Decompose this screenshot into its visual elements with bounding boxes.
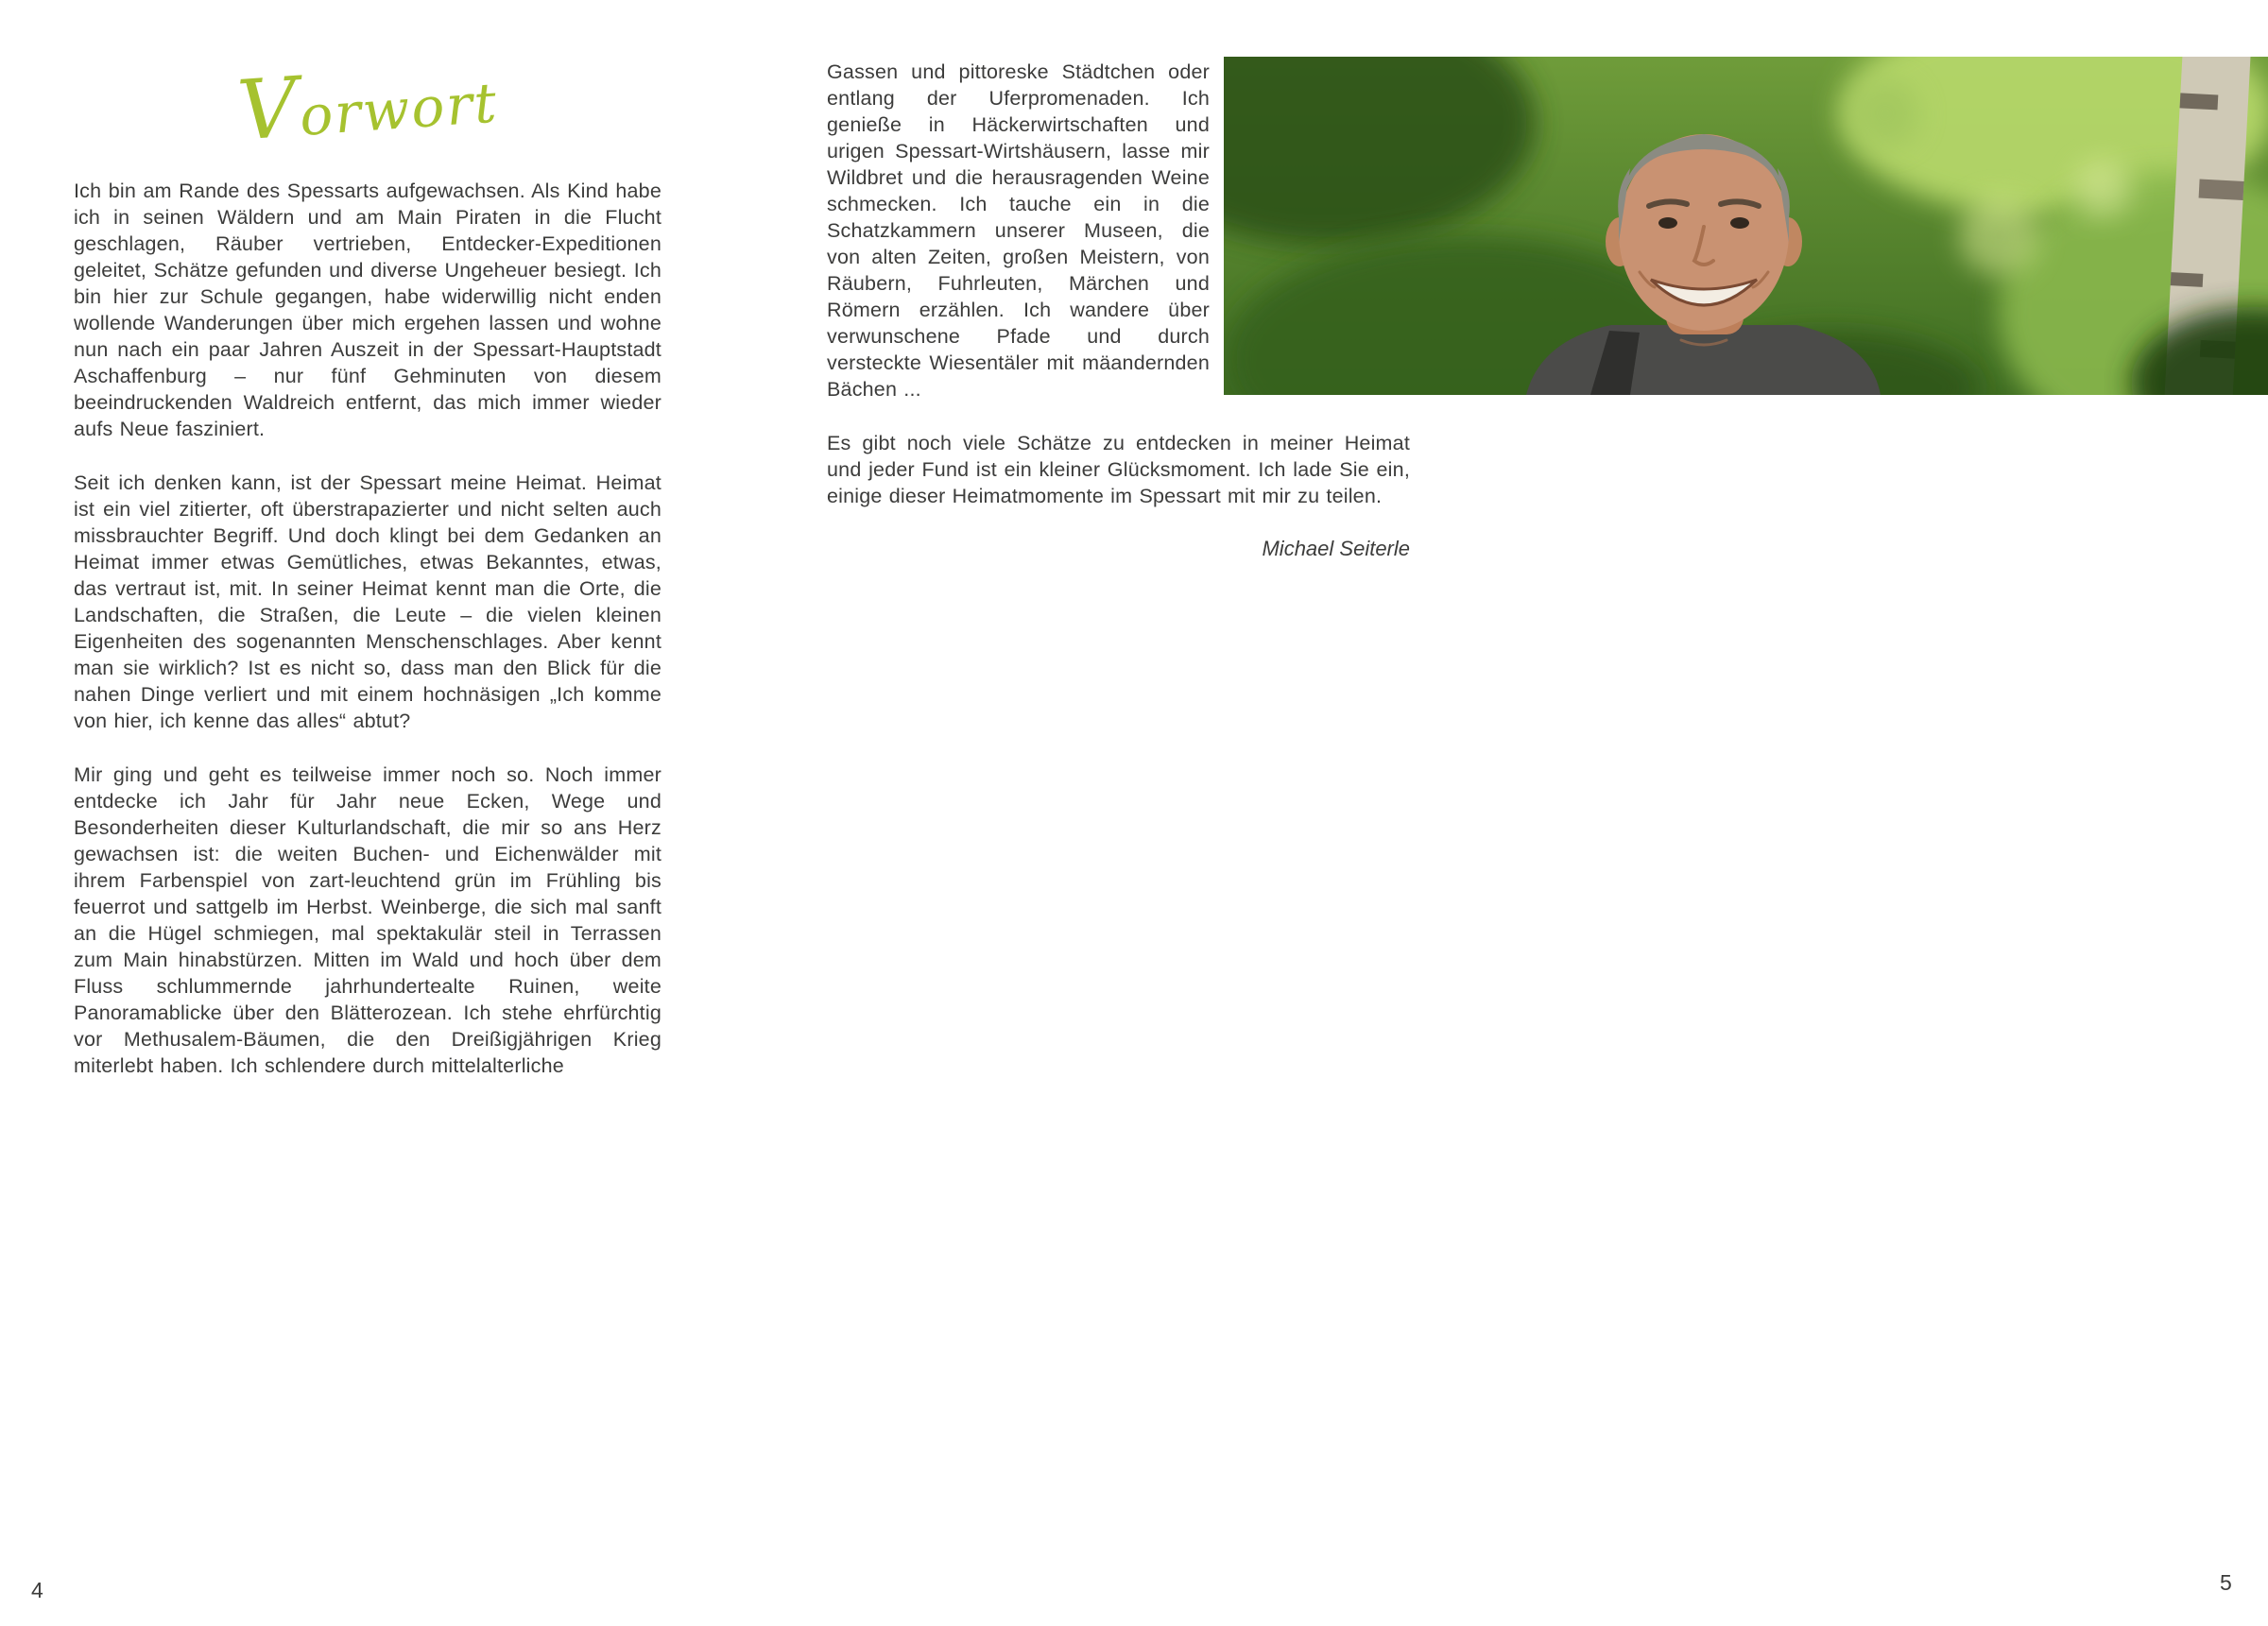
chapter-heading: Vorwort xyxy=(234,59,501,160)
right-text-column xyxy=(827,59,1410,561)
photo-text-wrap-spacer xyxy=(1210,59,1410,406)
page-number-right: 5 xyxy=(2220,1570,2232,1595)
page-number-left: 4 xyxy=(31,1578,43,1602)
left-text-column xyxy=(74,55,662,1079)
body-paragraph: Ich bin am Rande des Spessarts aufgewachsen. Als Kind habe ich in seinen Wäldern und am Main Piraten in die Flucht geschlagen, Räuber vertrieben, Entdecker-Expeditionen geleitet, Schätze gefunden und diverse Ungeheuer besiegt. Ich bin hier zur Schule gegangen, habe widerwillig nicht enden wollende Wanderungen über mich ergehen lassen und wohne nun nach ein paar Jahren Auszeit in der Spessart-Hauptstadt Aschaffenburg – nur fünf Gehminuten von diesem beeindruckenden Waldreich entfernt, das mich immer wieder aufs Neue fasziniert. xyxy=(74,180,662,440)
body-paragraph: Gassen und pittoreske Städtchen oder entlang der Uferpromenaden. Ich genieße in Häckerwirtschaften und urigen Spessart-Wirtshäusern, lasse mir Wildbret und die herausragenden Weine schmecken. Ich tauche ein in die Schatzkammern unserer Museen, die von alten Zeiten, großen Meistern, von Räubern, Fuhrleuten, Märchen und Römern erzählen. Ich wandere über verwunschene Pfade und durch versteckte Wiesentäler mit mäandernden Bächen ... xyxy=(827,60,1210,401)
author-signature: Michael Seiterle xyxy=(1262,537,1410,560)
body-paragraph: Es gibt noch viele Schätze zu entdecken in meiner Heimat und jeder Fund ist ein kleiner Glücksmoment. Ich lade Sie ein, einige dieser Heimatmomente im Spessart mit mir zu teilen. xyxy=(827,432,1410,507)
body-paragraph: Mir ging und geht es teilweise immer noch so. Noch immer entdecke ich Jahr für Jahr neue Ecken, Wege und Besonderheiten dieser Kulturlandschaft, die mir so ans Herz gewachsen ist: die weiten Buchen- und Eichenwälder mit ihrem Farbenspiel von zart-leuchtend grün im Frühling bis feuerrot und sattgelb im Herbst. Weinberge, die sich mal sanft an die Hügel schmiegen, mal spektakulär steil in Terrassen zum Main hinabstürzen. Mitten im Wald und hoch über dem Fluss schlummernde jahrhundertealte Ruinen, weite Panoramablicke über den Blätterozean. Ich stehe ehrfürchtig vor Methusalem-Bäumen, die den Dreißigjährigen Krieg miterlebt haben. Ich schlendere durch mittelalterliche xyxy=(74,763,662,1077)
body-paragraph: Seit ich denken kann, ist der Spessart meine Heimat. Heimat ist ein viel zitierter, oft überstrapazierter und nicht selten auch missbrauchter Begriff. Und doch klingt bei dem Gedanken an Heimat immer etwas Gemütliches, etwas Bekanntes, etwas, das vertraut ist, mit. In seiner Heimat kennt man die Orte, die Landschaften, die Straßen, die Leute – die vielen kleinen Eigenheiten des sogenannten Menschenschlages. Aber kennt man sie wirklich? Ist es nicht so, dass man den Blick für die nahen Dinge verliert und mit einem hochnäsigen „Ich komme von hier, ich kenne das alles“ abtut? xyxy=(74,471,662,732)
